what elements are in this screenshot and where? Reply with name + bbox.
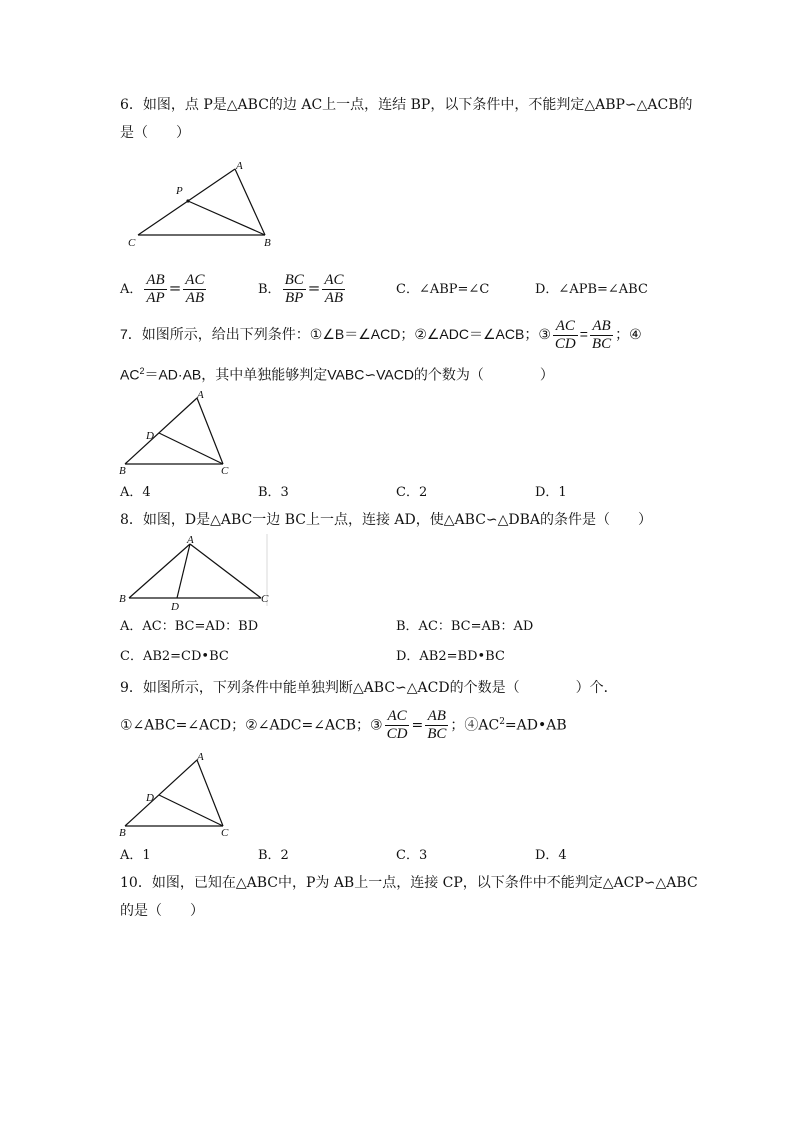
q8-label-c: C (261, 593, 269, 605)
q7-stem-line1: 7．如图所示，给出下列条件：①∠B＝∠ACD；②∠ADC＝∠ACB；③ $\frac{AC}{CD}$ = $\frac{AB}{BC}$ ；④ (120, 318, 642, 352)
q8-option-b[interactable]: B．AC：BC=AB：AD (396, 619, 534, 634)
q9-option-d[interactable]: D．4 (535, 848, 567, 863)
q6-triangle-figure (120, 155, 290, 255)
q7-label-b: B (119, 465, 126, 477)
q6-edge-ca (138, 169, 235, 235)
q9-label-c: C (221, 827, 229, 839)
q6-option-a[interactable]: A． $\frac{AB}{AP}$ = $\frac{AC}{AB}$ (120, 272, 205, 306)
q8-label-b: B (119, 593, 126, 605)
q6-edge-ab (235, 169, 265, 235)
q6-option-d[interactable]: D．∠APB=∠ABC (535, 282, 648, 297)
q7-label-a: A (197, 389, 204, 401)
q6-label-p: P (176, 185, 183, 197)
q6-edge-pb (188, 201, 265, 235)
q7-option-c[interactable]: C．2 (396, 485, 428, 500)
q9-stem-line2: ①∠ABC=∠ACD；②∠ADC=∠ACB；③ $\frac{AC}{CD}$ = $\frac{AB}{BC}$ ；$④AC^2=AD•AB$ (120, 708, 567, 742)
q7-option-d[interactable]: D．1 (535, 485, 567, 500)
q8-option-a[interactable]: A．AC：BC=AD：BD (120, 619, 259, 634)
q7-stem-line2: $AC^2=AD\cdot AB$，其中单独能够判定VABC∽VACD的个数为（ ） (120, 366, 554, 383)
q7-label-c: C (221, 465, 229, 477)
q7-option-a[interactable]: A．4 (120, 485, 151, 500)
q9-label-a: A (197, 751, 204, 763)
q8-option-d[interactable]: D．AB2=BD•BC (396, 649, 505, 664)
q9-option-a[interactable]: A．1 (120, 848, 151, 863)
q8-option-c[interactable]: C．AB2=CD•BC (120, 649, 229, 664)
q8-stem: 8．如图，D是△ABC一边 BC上一点，连接 AD，使△ABC∽△DBA的条件是（ ） (120, 512, 653, 528)
q9-label-b: B (119, 827, 126, 839)
q9-triangle-figure (115, 750, 245, 840)
q6-label-c: C (128, 237, 136, 249)
q9-option-b[interactable]: B．2 (258, 848, 289, 863)
q9-stem-line1: 9．如图所示，下列条件中能单独判断△ABC∽△ACD的个数是（ ）个． (120, 680, 618, 696)
q6-label-b: B (264, 237, 271, 249)
q8-label-d: D (171, 601, 179, 612)
q10-stem-line1: 10．如图，已知在△ABC中，P为 AB上一点，连接 CP，以下条件中不能判定△ACP∽△ABC (120, 875, 698, 891)
q7-triangle-figure (115, 388, 245, 478)
q6-label-a: A (236, 160, 243, 172)
q8-label-a: A (187, 534, 194, 546)
q9-label-d: D (146, 792, 154, 804)
q9-option-c[interactable]: C．3 (396, 848, 428, 863)
q7-option-b[interactable]: B．3 (258, 485, 289, 500)
q6-stem-line2: 是（ ） (120, 125, 190, 141)
q6-option-b[interactable]: B． $\frac{BC}{BP}$ = $\frac{AC}{AB}$ (258, 272, 344, 306)
q8-triangle-figure (115, 532, 275, 612)
q10-stem-line2: 的是（ ） (120, 903, 204, 919)
q7-label-d: D (146, 430, 154, 442)
q6-option-c[interactable]: C．∠ABP=∠C (396, 282, 490, 297)
q6-stem-line1: 6．如图，点 P是△ABC的边 AC上一点，连结 BP，以下条件中，不能判定△ABP∽△ACB的 (120, 97, 693, 113)
